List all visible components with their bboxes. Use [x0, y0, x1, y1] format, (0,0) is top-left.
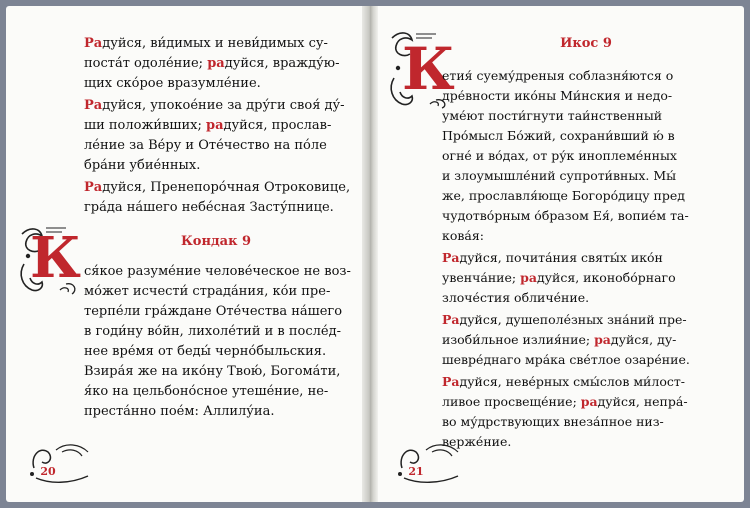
- book-gutter: [362, 6, 378, 502]
- text-line: злоче́стия обличе́ние.: [442, 290, 590, 305]
- text-line: Радуйся, неве́рных смы́слов ми́лост-: [442, 374, 685, 389]
- text-line: ливое просвеще́ние; радуйся, непра́-: [442, 394, 688, 409]
- text-line: же, прославля́юще Богоро́дицу пред: [442, 188, 685, 203]
- text-line: в годи́ну во́йн, лихоле́тий и в после́д-: [84, 324, 341, 339]
- text-line: уме́ют пости́гнути таи́нственный: [442, 108, 663, 123]
- kontakion-heading: Кондак 9: [180, 234, 252, 249]
- flourish-icon: [396, 438, 466, 486]
- left-page: [6, 6, 362, 502]
- text-line: Радуйся, душеполе́зных зна́ний пре-: [442, 312, 687, 327]
- text-line: терпе́ли гра́ждане Оте́чества на́шего: [84, 304, 343, 319]
- right-page: [378, 6, 744, 502]
- text-line: изоби́льное излия́ние; радуйся, ду-: [442, 332, 677, 347]
- text-line: шевре́днаго мра́ка све́тлое озаре́ние.: [442, 352, 690, 367]
- text-line: Взира́я же на ико́ну Твою́, Богома́ти,: [84, 364, 341, 379]
- text-line: ле́ние за Ве́ру и Оте́чество на по́ле: [84, 138, 327, 153]
- text-line: Радуйся, почита́ния святы́х ико́н: [442, 250, 663, 265]
- text-line: Радуйся, упокое́ние за дру́ги своя́ ду́-: [84, 98, 345, 113]
- text-line: щих ско́рое вразумле́ние.: [84, 76, 261, 91]
- ikos-heading: Икос 9: [560, 36, 612, 51]
- text-line: нее вре́мя от беды́ черно́быльския.: [84, 344, 327, 359]
- text-line: Радуйся, Пренепоро́чная Отроковице,: [84, 180, 351, 195]
- text-line: огне́ и во́дах, от ру́к иноплеме́нных: [442, 148, 677, 163]
- text-line: верже́ние.: [442, 434, 512, 449]
- page-number-ornament: [26, 438, 96, 486]
- text-line: Про́мысл Бо́жий, сохрани́вший ю́ в: [442, 128, 675, 143]
- flourish-icon: [26, 438, 96, 486]
- dropcap-letter: К: [30, 225, 81, 291]
- page-number: 21: [408, 465, 424, 478]
- page-number: 20: [40, 465, 56, 478]
- page-number-ornament: [396, 438, 466, 486]
- text-line: ши положи́вших; радуйся, прослав-: [84, 118, 332, 133]
- text-line: преста́нно пое́м: Аллилу́иа.: [84, 404, 275, 419]
- text-line: и злоумышле́ний супроти́вных. Мы́: [442, 168, 677, 183]
- text-line: увенча́ние; радуйся, иконобо́рнаго: [442, 270, 676, 285]
- text-line: во му́дрствующих внеза́пное низ-: [442, 414, 664, 429]
- dropcap-letter: К: [402, 35, 455, 103]
- text-line: я́ко на цельбоно́сное утеше́ние, не-: [84, 384, 329, 399]
- text-line: бра́ни убие́нных.: [84, 158, 201, 173]
- text-line: мо́жет исчести́ страда́ния, ко́и пре-: [84, 284, 331, 299]
- text-line: Радуйся, ви́димых и неви́димых су-: [84, 36, 328, 51]
- text-line: дре́вности ико́ны Ми́нския и недо-: [442, 88, 673, 103]
- text-line: поста́т одоле́ние; радуйся, вражду́ю-: [84, 56, 340, 71]
- text-line: кова́я:: [442, 228, 484, 243]
- text-line: ся́кое разуме́ние челове́ческое не воз-: [84, 264, 351, 279]
- text-line: етия́ суему́дреныя соблазня́ются о: [442, 68, 674, 83]
- text-line: чудотво́рным о́бразом Ея́, вопие́м та-: [442, 208, 689, 223]
- text-line: гра́да на́шего небе́сная Засту́пнице.: [84, 200, 334, 215]
- dropcap-ornament: [16, 224, 82, 296]
